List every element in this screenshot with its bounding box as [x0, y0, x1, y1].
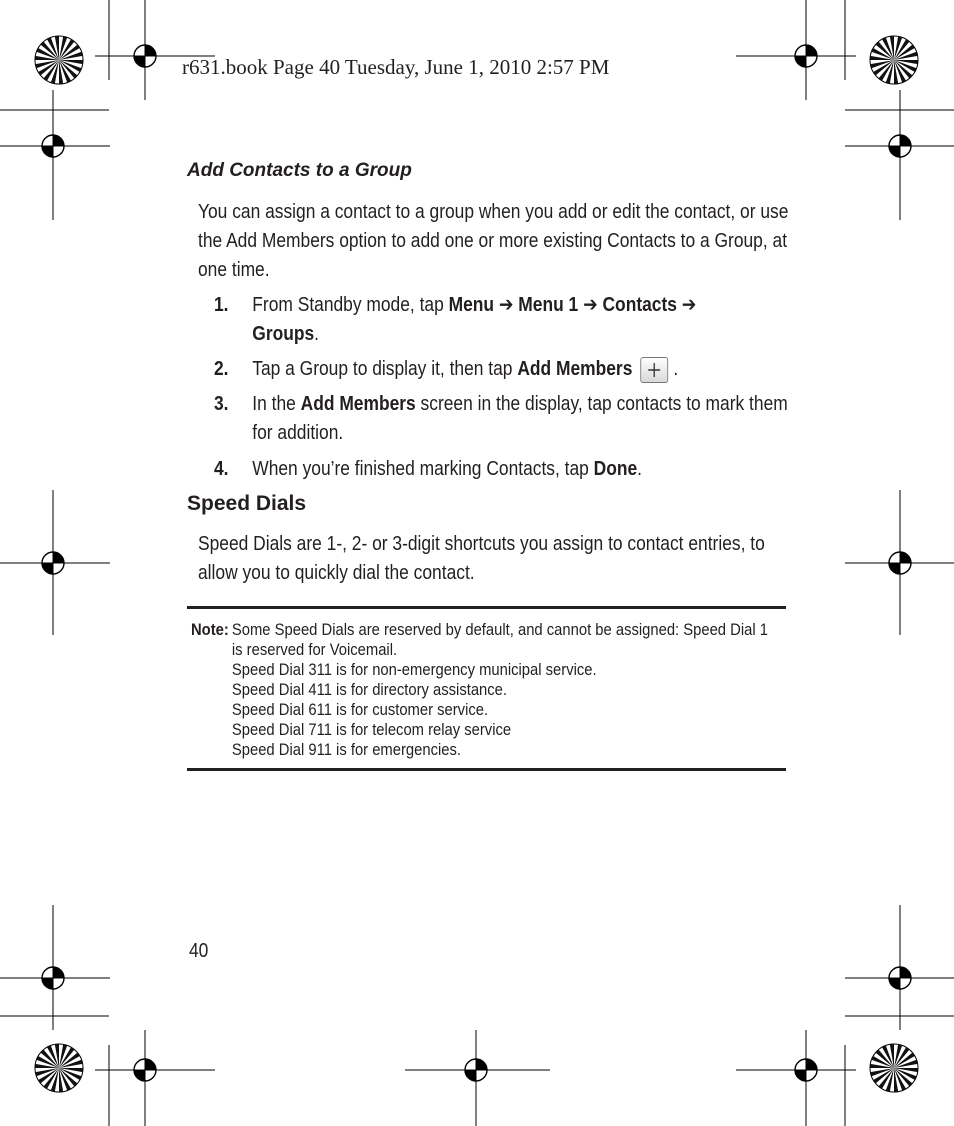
arrow-icon: ➔ — [494, 294, 519, 316]
speed-dials-paragraph: Speed Dials are 1-, 2- or 3-digit shortcuts you assign to contact entries, to allow you to quickly dial the contact. — [198, 533, 765, 584]
step-number: 2. — [214, 358, 229, 380]
step-number: 4. — [214, 458, 229, 480]
arrow-icon: ➔ — [676, 294, 697, 316]
note-line: Speed Dial 911 is for emergencies. — [231, 740, 461, 759]
intro-paragraph: You can assign a contact to a group when you add or edit the contact, or use the Add Members option to add one or more existing Contacts to a Group, at one time. — [198, 201, 789, 281]
contacts-term: Contacts — [602, 294, 677, 316]
note-line: Some Speed Dials are reserved by default, and cannot be assigned: Speed Dial 1 is reserved for Voicemail. — [231, 620, 768, 659]
groups-term: Groups — [252, 323, 315, 345]
note-top-rule — [187, 606, 786, 609]
note-line: Speed Dial 711 is for telecom relay service — [231, 720, 512, 739]
step-number: 1. — [214, 294, 229, 316]
step-3: 3. In the Add Members screen in the display, tap contacts to mark them for addition. — [214, 390, 793, 448]
note-line: Speed Dial 411 is for directory assistance. — [231, 680, 508, 699]
step-1: 1. From Standby mode, tap Menu ➔ Menu 1 ➔ Contacts ➔ Groups. — [214, 291, 793, 349]
note-line: Speed Dial 311 is for non-emergency municipal service. — [231, 660, 597, 679]
step-2: 2. Tap a Group to display it, then tap Add Members . — [214, 355, 793, 384]
step-4: 4. When you’re finished marking Contacts, tap Done. — [214, 455, 793, 484]
menu-term: Menu — [448, 294, 495, 316]
section-heading-add-contacts: Add Contacts to a Group — [187, 160, 412, 181]
step-number: 3. — [214, 393, 229, 415]
page-number: 40 — [189, 940, 209, 962]
note-box — [191, 620, 774, 760]
arrow-icon: ➔ — [578, 294, 603, 316]
section-heading-speed-dials: Speed Dials — [187, 492, 307, 515]
note-label: Note: — [191, 620, 229, 639]
note-line: Speed Dial 611 is for customer service. — [231, 700, 489, 719]
add-members-term: Add Members — [300, 393, 416, 415]
note-body — [232, 620, 774, 760]
plus-icon — [641, 357, 669, 383]
note-bottom-rule — [187, 768, 786, 771]
print-slug: r631.book Page 40 Tuesday, June 1, 2010 2:57 PM — [182, 55, 610, 79]
done-term: Done — [593, 458, 638, 480]
menu1-term: Menu 1 — [518, 294, 579, 316]
add-members-term: Add Members — [517, 358, 633, 380]
